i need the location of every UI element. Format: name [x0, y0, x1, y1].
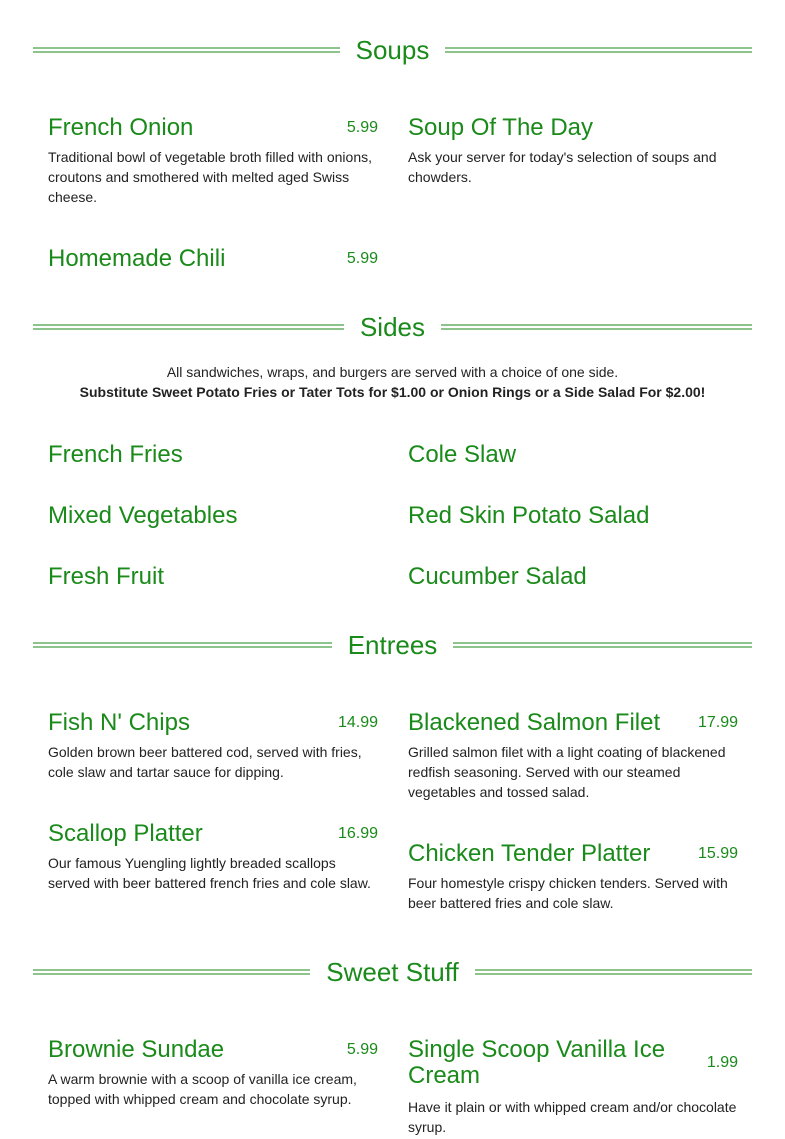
sides-note-bold: Substitute Sweet Potato Fries or Tater Tots for $1.00 or Onion Rings or a Side Salad For $2.00! [79, 384, 706, 400]
sides-note [33, 362, 752, 402]
side-item [48, 503, 378, 529]
item-description: Four homestyle crispy chicken tenders. Served with beer battered fries and cole slaw. [408, 875, 728, 911]
section-header-entrees [33, 625, 752, 665]
item-head [408, 1037, 738, 1089]
section-header-sides [33, 307, 752, 347]
menu-item-homemade-chili [48, 246, 378, 272]
section-title: Soups [355, 35, 430, 65]
item-name: French Fries [48, 441, 183, 468]
item-name: Scallop Platter [48, 820, 203, 847]
item-name: Fresh Fruit [48, 563, 165, 590]
item-name: Fish N' Chips [48, 709, 190, 736]
item-description: Ask your server for today's selection of soups and chowders. [408, 149, 717, 185]
side-item [408, 503, 738, 529]
item-description: Our famous Yuengling lightly breaded scallops served with beer battered french fries and cole slaw. [48, 855, 371, 891]
item-price: 5.99 [346, 1041, 378, 1058]
item-head [48, 246, 378, 272]
item-name: Cole Slaw [408, 441, 517, 468]
item-name: Red Skin Potato Salad [408, 502, 650, 529]
menu-item-brownie-sundae [48, 1037, 378, 1109]
side-item [48, 442, 378, 468]
side-item [408, 442, 738, 468]
item-head [48, 1037, 378, 1063]
section-title: Entrees [347, 630, 438, 660]
item-name: Mixed Vegetables [48, 502, 238, 529]
side-item [408, 564, 738, 590]
item-price: 16.99 [337, 825, 378, 842]
item-price: 1.99 [706, 1054, 738, 1071]
item-name: Chicken Tender Platter [408, 840, 651, 867]
item-head [48, 821, 378, 847]
item-description: Have it plain or with whipped cream and/or chocolate syrup. [408, 1099, 737, 1135]
item-name: Homemade Chili [48, 245, 226, 272]
item-description: Golden brown beer battered cod, served with fries, cole slaw and tartar sauce for dipping. [48, 744, 362, 780]
item-name: Soup Of The Day [408, 114, 593, 141]
item-name: Blackened Salmon Filet [408, 709, 661, 736]
item-head [48, 710, 378, 736]
menu-item-fish-n-chips [48, 710, 378, 782]
section-header-sweet-stuff [33, 952, 752, 992]
item-name: French Onion [48, 114, 194, 141]
item-head [408, 841, 738, 867]
side-item [48, 564, 378, 590]
menu-item-blackened-salmon [408, 710, 738, 802]
menu-item-soup-of-the-day [408, 115, 738, 187]
item-price: 5.99 [346, 119, 378, 136]
item-description: Traditional bowl of vegetable broth filled with onions, croutons and smothered with melted aged Swiss cheese. [48, 149, 373, 205]
item-description: A warm brownie with a scoop of vanilla ice cream, topped with whipped cream and chocolate syrup. [48, 1071, 357, 1107]
menu-item-french-onion [48, 115, 378, 207]
item-name: Cucumber Salad [408, 563, 587, 590]
item-head [408, 710, 738, 736]
section-title: Sweet Stuff [326, 957, 459, 987]
item-price: 14.99 [337, 714, 378, 731]
menu-item-scallop-platter [48, 821, 378, 893]
menu-item-chicken-tender-platter [408, 841, 738, 913]
item-name: Brownie Sundae [48, 1036, 225, 1063]
item-head [48, 115, 378, 141]
sides-note-text: All sandwiches, wraps, and burgers are served with a choice of one side. [166, 364, 619, 380]
menu-item-single-scoop-vanilla [408, 1037, 738, 1137]
section-header-soups [33, 30, 752, 70]
item-price: 5.99 [346, 250, 378, 267]
item-description: Grilled salmon filet with a light coating of blackened redfish seasoning. Served with our steamed vegetables and tossed salad. [408, 744, 726, 800]
section-title: Sides [359, 312, 426, 342]
item-price: 17.99 [697, 714, 738, 731]
item-price: 15.99 [697, 845, 738, 862]
item-head [408, 115, 738, 141]
item-name: Single Scoop Vanilla Ice Cream [408, 1036, 666, 1089]
